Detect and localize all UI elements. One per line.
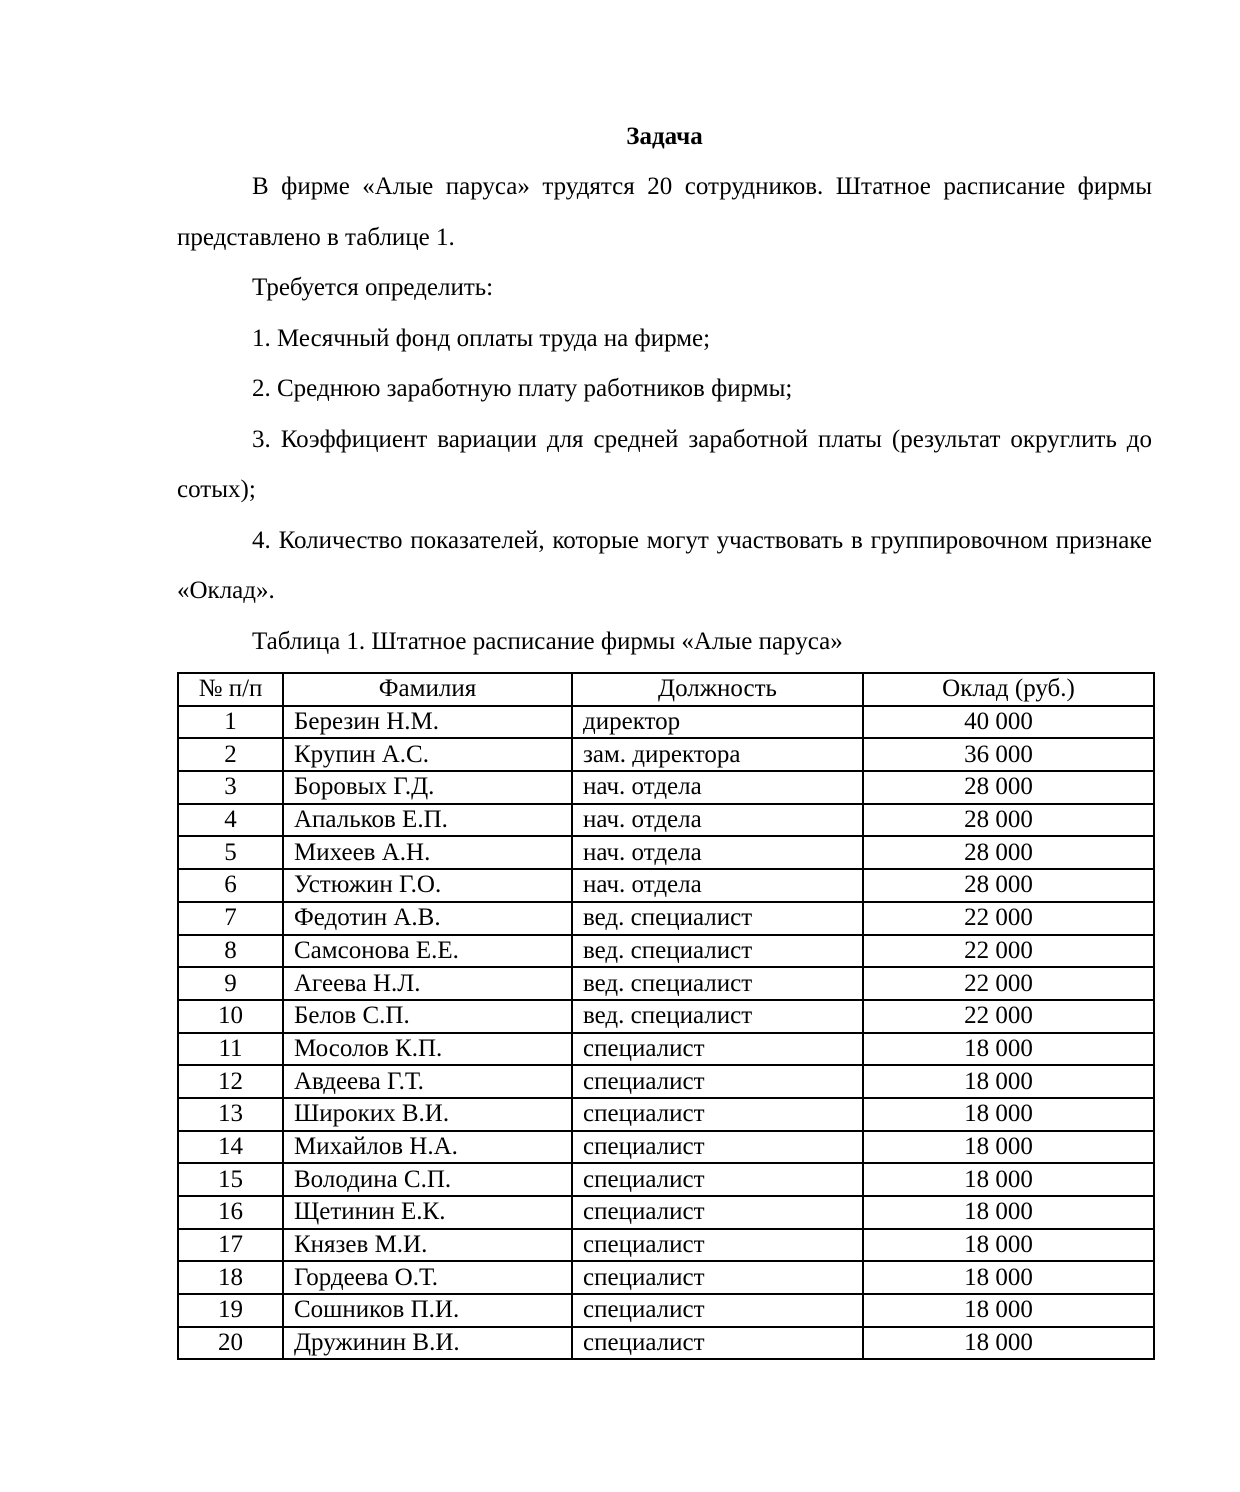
table-row: [178, 1065, 1154, 1098]
table-row: [178, 935, 1154, 968]
cell-number: 4: [178, 804, 283, 837]
intro-paragraph: В фирме «Алые паруса» трудятся 20 сотрудников. Штатное расписание фирмы представлено в таблице 1.: [177, 173, 1152, 251]
document-body: [177, 112, 1152, 667]
cell-salary: 28 000: [863, 869, 1154, 902]
table-row: [178, 706, 1154, 739]
cell-position: специалист: [572, 1261, 863, 1294]
cell-salary: 18 000: [863, 1196, 1154, 1229]
task-item-2: 2. Среднюю заработную плату работников фирмы;: [252, 375, 793, 402]
cell-number: 14: [178, 1131, 283, 1164]
table-row: [178, 869, 1154, 902]
cell-surname: Белов С.П.: [283, 1000, 572, 1033]
table-row: [178, 1229, 1154, 1262]
table-body: [178, 706, 1154, 1360]
cell-position: вед. специалист: [572, 902, 863, 935]
cell-surname: Самсонова Е.Е.: [283, 935, 572, 968]
table-header-row: [178, 673, 1154, 706]
cell-surname: Щетинин Е.К.: [283, 1196, 572, 1229]
cell-salary: 18 000: [863, 1163, 1154, 1196]
cell-surname: Сошников П.И.: [283, 1294, 572, 1327]
cell-number: 9: [178, 967, 283, 1000]
cell-surname: Крупин А.С.: [283, 738, 572, 771]
header-surname: Фамилия: [283, 673, 572, 706]
table-row: [178, 771, 1154, 804]
cell-salary: 28 000: [863, 771, 1154, 804]
cell-number: 20: [178, 1327, 283, 1360]
cell-salary: 28 000: [863, 804, 1154, 837]
cell-number: 13: [178, 1098, 283, 1131]
cell-number: 2: [178, 738, 283, 771]
cell-salary: 18 000: [863, 1098, 1154, 1131]
cell-position: вед. специалист: [572, 967, 863, 1000]
cell-number: 8: [178, 935, 283, 968]
table-row: [178, 1294, 1154, 1327]
table-row: [178, 1000, 1154, 1033]
cell-position: специалист: [572, 1327, 863, 1360]
cell-position: специалист: [572, 1163, 863, 1196]
cell-position: специалист: [572, 1229, 863, 1262]
cell-salary: 18 000: [863, 1033, 1154, 1066]
table-row: [178, 836, 1154, 869]
cell-surname: Гордеева О.Т.: [283, 1261, 572, 1294]
cell-number: 12: [178, 1065, 283, 1098]
cell-number: 3: [178, 771, 283, 804]
table-caption: Таблица 1. Штатное расписание фирмы «Алые паруса»: [252, 627, 843, 655]
cell-position: специалист: [572, 1065, 863, 1098]
cell-surname: Михайлов Н.А.: [283, 1131, 572, 1164]
cell-salary: 22 000: [863, 935, 1154, 968]
cell-number: 19: [178, 1294, 283, 1327]
cell-salary: 18 000: [863, 1131, 1154, 1164]
header-salary: Оклад (руб.): [863, 673, 1154, 706]
cell-number: 11: [178, 1033, 283, 1066]
cell-salary: 22 000: [863, 1000, 1154, 1033]
cell-position: нач. отдела: [572, 836, 863, 869]
cell-number: 10: [178, 1000, 283, 1033]
table-row: [178, 1098, 1154, 1131]
header-position: Должность: [572, 673, 863, 706]
cell-position: специалист: [572, 1131, 863, 1164]
table-row: [178, 738, 1154, 771]
table-row: [178, 902, 1154, 935]
cell-position: нач. отдела: [572, 804, 863, 837]
cell-number: 15: [178, 1163, 283, 1196]
cell-surname: Мосолов К.П.: [283, 1033, 572, 1066]
cell-salary: 22 000: [863, 902, 1154, 935]
cell-number: 16: [178, 1196, 283, 1229]
table-row: [178, 1033, 1154, 1066]
cell-salary: 22 000: [863, 967, 1154, 1000]
cell-salary: 18 000: [863, 1261, 1154, 1294]
task-item-3: 3. Коэффициент вариации для средней заработной платы (результат округлить до сотых);: [177, 425, 1152, 503]
table-row: [178, 804, 1154, 837]
cell-surname: Боровых Г.Д.: [283, 771, 572, 804]
cell-salary: 18 000: [863, 1294, 1154, 1327]
table-row: [178, 967, 1154, 1000]
cell-surname: Березин Н.М.: [283, 706, 572, 739]
cell-salary: 36 000: [863, 738, 1154, 771]
document-title: Задача: [626, 123, 703, 150]
table-row: [178, 1261, 1154, 1294]
cell-number: 7: [178, 902, 283, 935]
cell-surname: Авдеева Г.Т.: [283, 1065, 572, 1098]
cell-position: специалист: [572, 1098, 863, 1131]
cell-surname: Князев М.И.: [283, 1229, 572, 1262]
cell-position: зам. директора: [572, 738, 863, 771]
table-row: [178, 1131, 1154, 1164]
cell-position: специалист: [572, 1033, 863, 1066]
cell-position: директор: [572, 706, 863, 739]
cell-surname: Михеев А.Н.: [283, 836, 572, 869]
cell-surname: Володина С.П.: [283, 1163, 572, 1196]
cell-surname: Устюжин Г.О.: [283, 869, 572, 902]
cell-salary: 18 000: [863, 1065, 1154, 1098]
requirement-heading: Требуется определить:: [252, 274, 494, 301]
cell-surname: Агеева Н.Л.: [283, 967, 572, 1000]
cell-position: специалист: [572, 1294, 863, 1327]
table-row: [178, 1327, 1154, 1360]
cell-number: 5: [178, 836, 283, 869]
cell-position: специалист: [572, 1196, 863, 1229]
table-row: [178, 1196, 1154, 1229]
cell-number: 1: [178, 706, 283, 739]
cell-number: 6: [178, 869, 283, 902]
cell-surname: Дружинин В.И.: [283, 1327, 572, 1360]
cell-surname: Широких В.И.: [283, 1098, 572, 1131]
staff-table: [177, 672, 1155, 1360]
cell-position: нач. отдела: [572, 869, 863, 902]
cell-number: 18: [178, 1261, 283, 1294]
cell-salary: 28 000: [863, 836, 1154, 869]
cell-salary: 18 000: [863, 1229, 1154, 1262]
cell-salary: 40 000: [863, 706, 1154, 739]
cell-surname: Апальков Е.П.: [283, 804, 572, 837]
cell-position: вед. специалист: [572, 935, 863, 968]
task-item-4: 4. Количество показателей, которые могут участвовать в группировочном признаке «Оклад».: [177, 526, 1152, 604]
cell-position: вед. специалист: [572, 1000, 863, 1033]
cell-position: нач. отдела: [572, 771, 863, 804]
cell-number: 17: [178, 1229, 283, 1262]
cell-surname: Федотин А.В.: [283, 902, 572, 935]
task-item-1: 1. Месячный фонд оплаты труда на фирме;: [252, 324, 711, 352]
cell-salary: 18 000: [863, 1327, 1154, 1360]
header-number: № п/п: [178, 673, 283, 706]
table-row: [178, 1163, 1154, 1196]
